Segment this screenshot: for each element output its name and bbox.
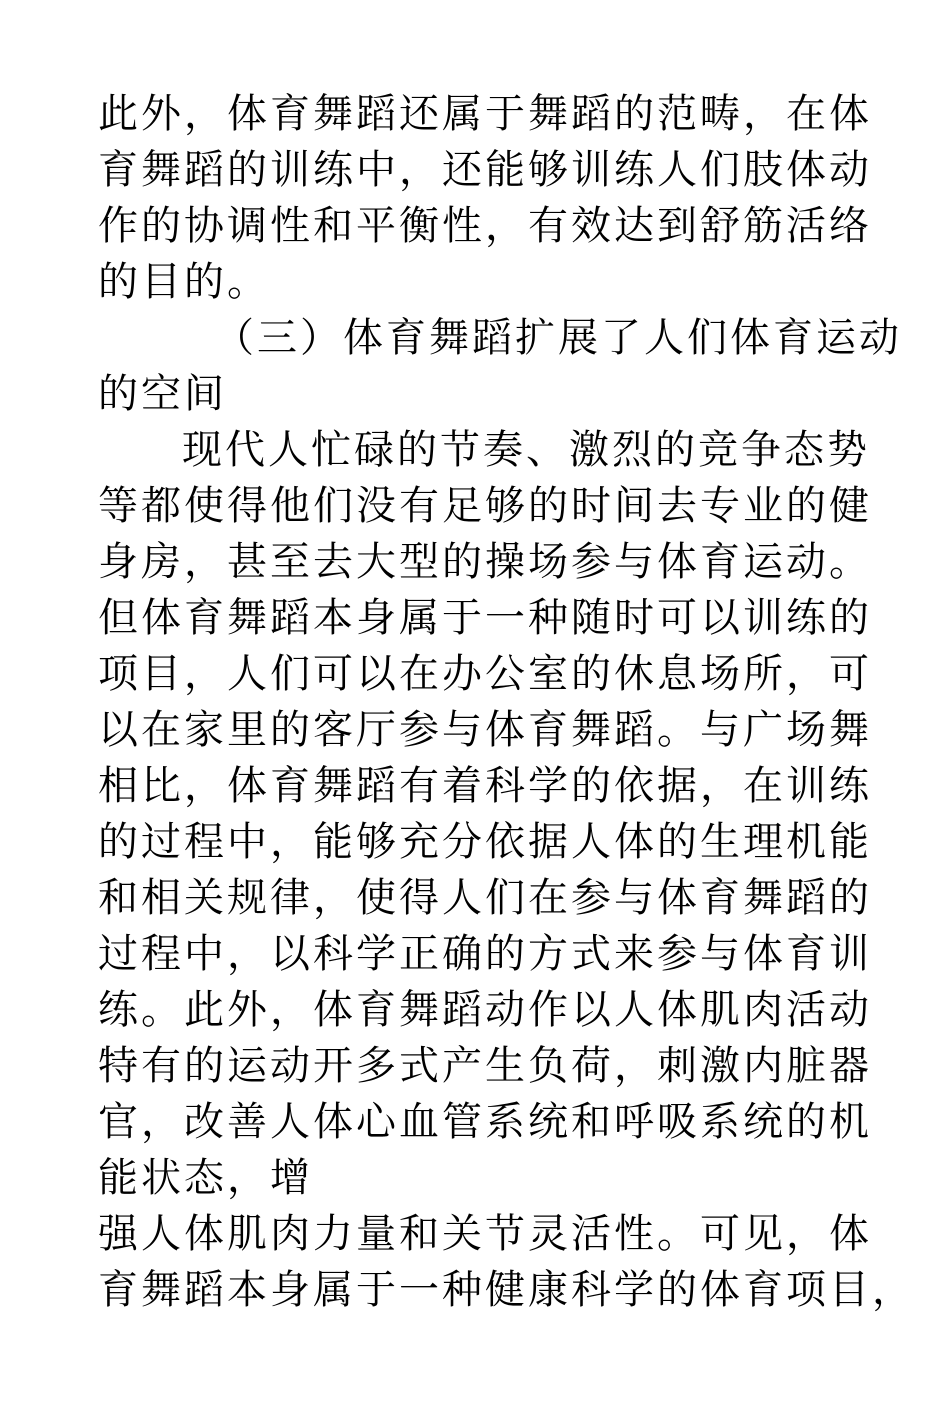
text-line: 作的协调性和平衡性，有效达到舒筋活络 [98,203,872,249]
text-line: 等都使得他们没有足够的时间去专业的健 [98,483,872,529]
section-heading-continuation: 的空间 [98,371,227,417]
text-line: 以在家里的客厅参与体育舞蹈。与广场舞 [98,707,872,753]
text-line: 项目，人们可以在办公室的休息场所，可 [98,651,872,697]
text-line: 特有的运动开多式产生负荷，刺激内脏器 [98,1043,872,1089]
text-line: 但体育舞蹈本身属于一种随时可以训练的 [98,595,872,641]
text-line: 官，改善人体心血管系统和呼吸系统的机 [98,1099,872,1145]
text-line: 育舞蹈本身属于一种健康科学的体育项目， [98,1267,915,1313]
text-line: 强人体肌肉力量和关节灵活性。可见，体 [98,1211,872,1257]
text-line: 的目的。 [98,259,270,305]
section-heading: （三）体育舞蹈扩展了人们体育运动 [214,315,902,361]
text-line: 育舞蹈的训练中，还能够训练人们肢体动 [98,147,872,193]
paragraph-first-line: 现代人忙碌的节奏、激烈的竞争态势 [182,427,870,473]
text-line: 相比，体育舞蹈有着科学的依据，在训练 [98,763,872,809]
text-line: 练。此外，体育舞蹈动作以人体肌肉活动 [98,987,872,1033]
text-line: 此外，体育舞蹈还属于舞蹈的范畴，在体 [98,91,872,137]
text-line: 的过程中，能够充分依据人体的生理机能 [98,819,872,865]
text-line: 身房，甚至去大型的操场参与体育运动。 [98,539,872,585]
text-line: 和相关规律，使得人们在参与体育舞蹈的 [98,875,872,921]
text-line: 能状态，增 [98,1155,313,1201]
text-line: 过程中，以科学正确的方式来参与体育训 [98,931,872,977]
